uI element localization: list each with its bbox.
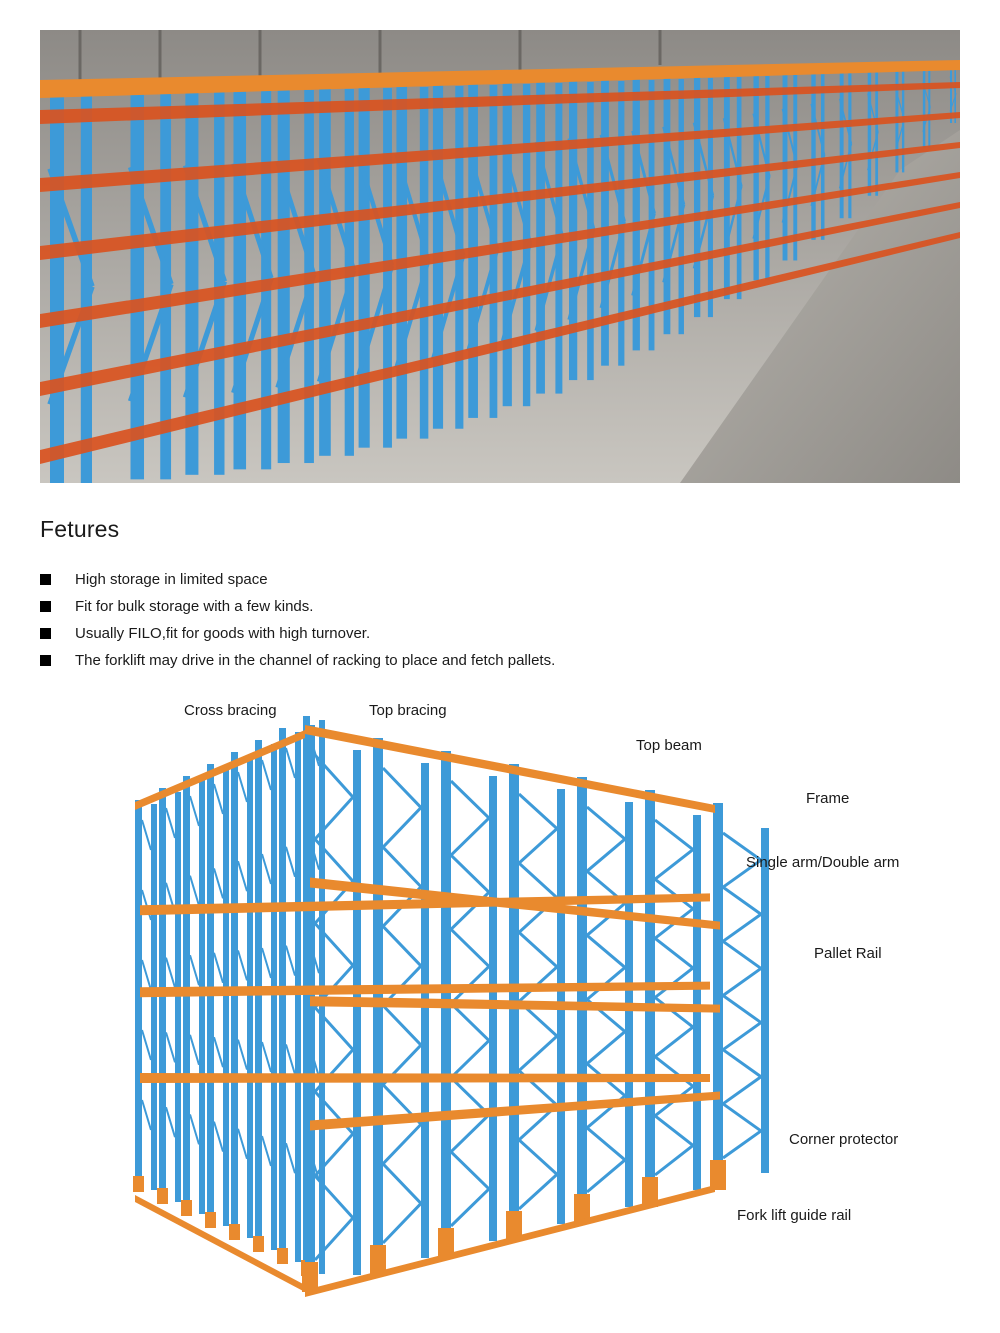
- list-item: [40, 647, 555, 674]
- square-bullet-icon: [40, 628, 51, 639]
- feature-text: Usually FILO,fit for goods with high turnover.: [75, 625, 371, 642]
- warehouse-racking-photo: [40, 30, 960, 483]
- square-bullet-icon: [40, 574, 51, 585]
- square-bullet-icon: [40, 601, 51, 612]
- label-top-beam: Top beam: [636, 737, 702, 754]
- racking-diagram: [0, 690, 1000, 1333]
- feature-text: Fit for bulk storage with a few kinds.: [75, 598, 314, 615]
- list-item: [40, 566, 555, 593]
- features-list: [40, 566, 555, 674]
- label-fork-lift-guide-rail: Fork lift guide rail: [737, 1207, 852, 1224]
- square-bullet-icon: [40, 655, 51, 666]
- label-frame: Frame: [806, 790, 850, 807]
- label-pallet-rail: Pallet Rail: [814, 945, 882, 962]
- feature-text: High storage in limited space: [75, 571, 268, 588]
- label-top-bracing: Top bracing: [369, 702, 447, 719]
- label-cross-bracing: Cross bracing: [184, 702, 277, 719]
- racking-structure-illustration: [0, 690, 1000, 1333]
- features-title: Fetures: [40, 516, 120, 542]
- label-arm: Single arm/Double arm: [746, 854, 900, 871]
- list-item: [40, 593, 555, 620]
- racking-photo-illustration: [40, 30, 960, 483]
- label-corner-protector: Corner protector: [789, 1131, 899, 1148]
- list-item: [40, 620, 555, 647]
- feature-text: The forklift may drive in the channel of racking to place and fetch pallets.: [75, 652, 556, 669]
